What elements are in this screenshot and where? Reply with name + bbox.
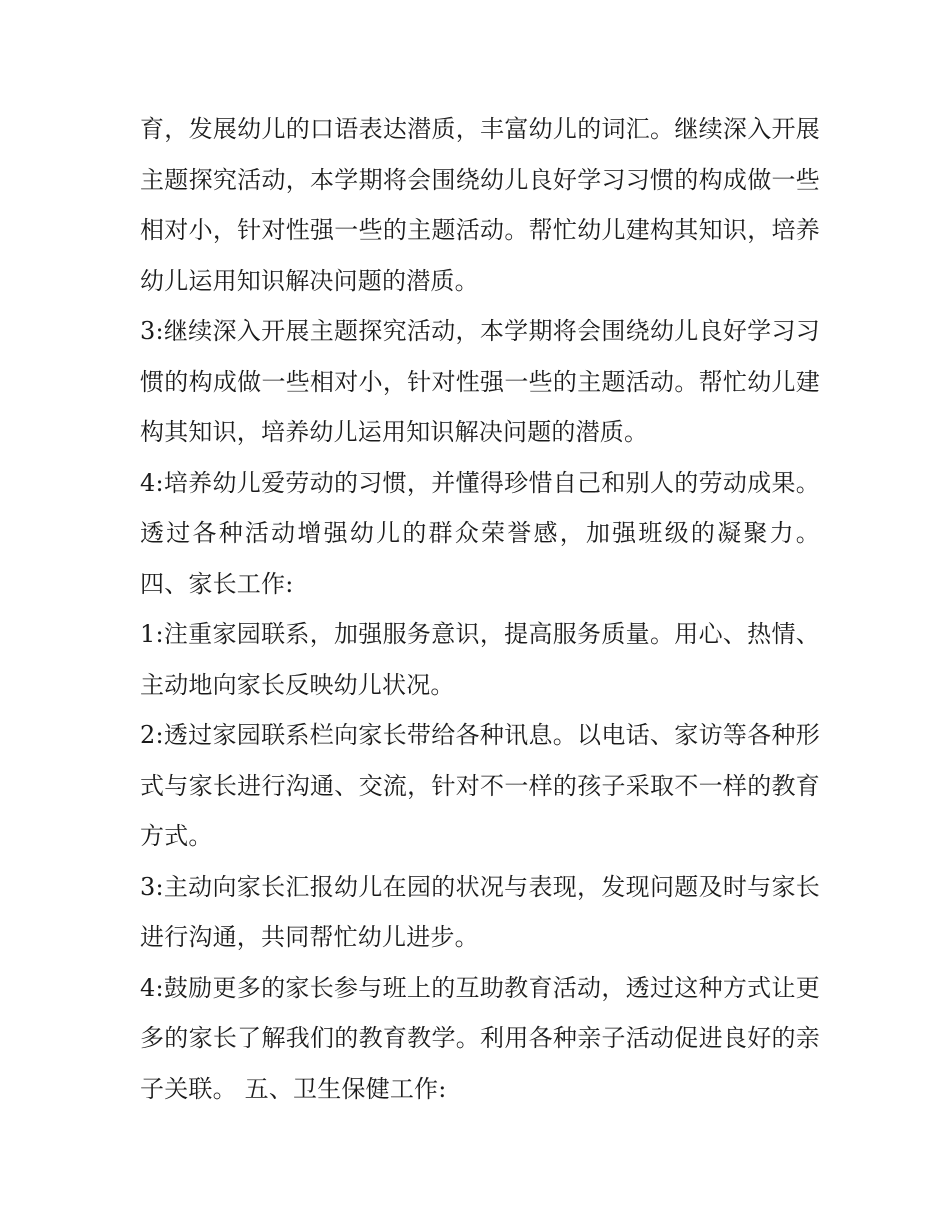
paragraph-parent-item-1: 1:注重家园联系，加强服务意识，提高服务质量。用心、热情、主动地向家长反映幼儿状况。: [140, 620, 820, 699]
paragraph-parent-item-4: 4:鼓励更多的家长参与班上的互助教育活动，透过这种方式让更多的家长了解我们的教育教学。利用各种亲子活动促进良好的亲子关联。 五、卫生保健工作:: [140, 973, 820, 1103]
paragraph-parent-item-2: 2:透过家园联系栏向家长带给各种讯息。以电话、家访等各种形式与家长进行沟通、交流，针对不一样的孩子采取不一样的教育方式。: [140, 721, 820, 850]
document-body: [140, 104, 820, 1114]
paragraph-item-4-labor-habits: 4:培养幼儿爱劳动的习惯，并懂得珍惜自己和别人的劳动成果。透过各种活动增强幼儿的群众荣誉感，加强班级的凝聚力。 四、家长工作:: [140, 468, 820, 598]
paragraph-item-3-theme-activities: 3:继续深入开展主题探究活动，本学期将会围绕幼儿良好学习习惯的构成做一些相对小，针对性强一些的主题活动。帮忙幼儿建构其知识，培养幼儿运用知识解决问题的潜质。: [140, 317, 820, 446]
paragraph-parent-item-3: 3:主动向家长汇报幼儿在园的状况与表现，发现问题及时与家长进行沟通，共同帮忙幼儿进步。: [140, 872, 820, 951]
paragraph-education-continued: 育，发展幼儿的口语表达潜质，丰富幼儿的词汇。继续深入开展主题探究活动，本学期将会围绕幼儿良好学习习惯的构成做一些相对小，针对性强一些的主题活动。帮忙幼儿建构其知识，培养幼儿运用知识解决问题的潜质。: [140, 115, 820, 295]
